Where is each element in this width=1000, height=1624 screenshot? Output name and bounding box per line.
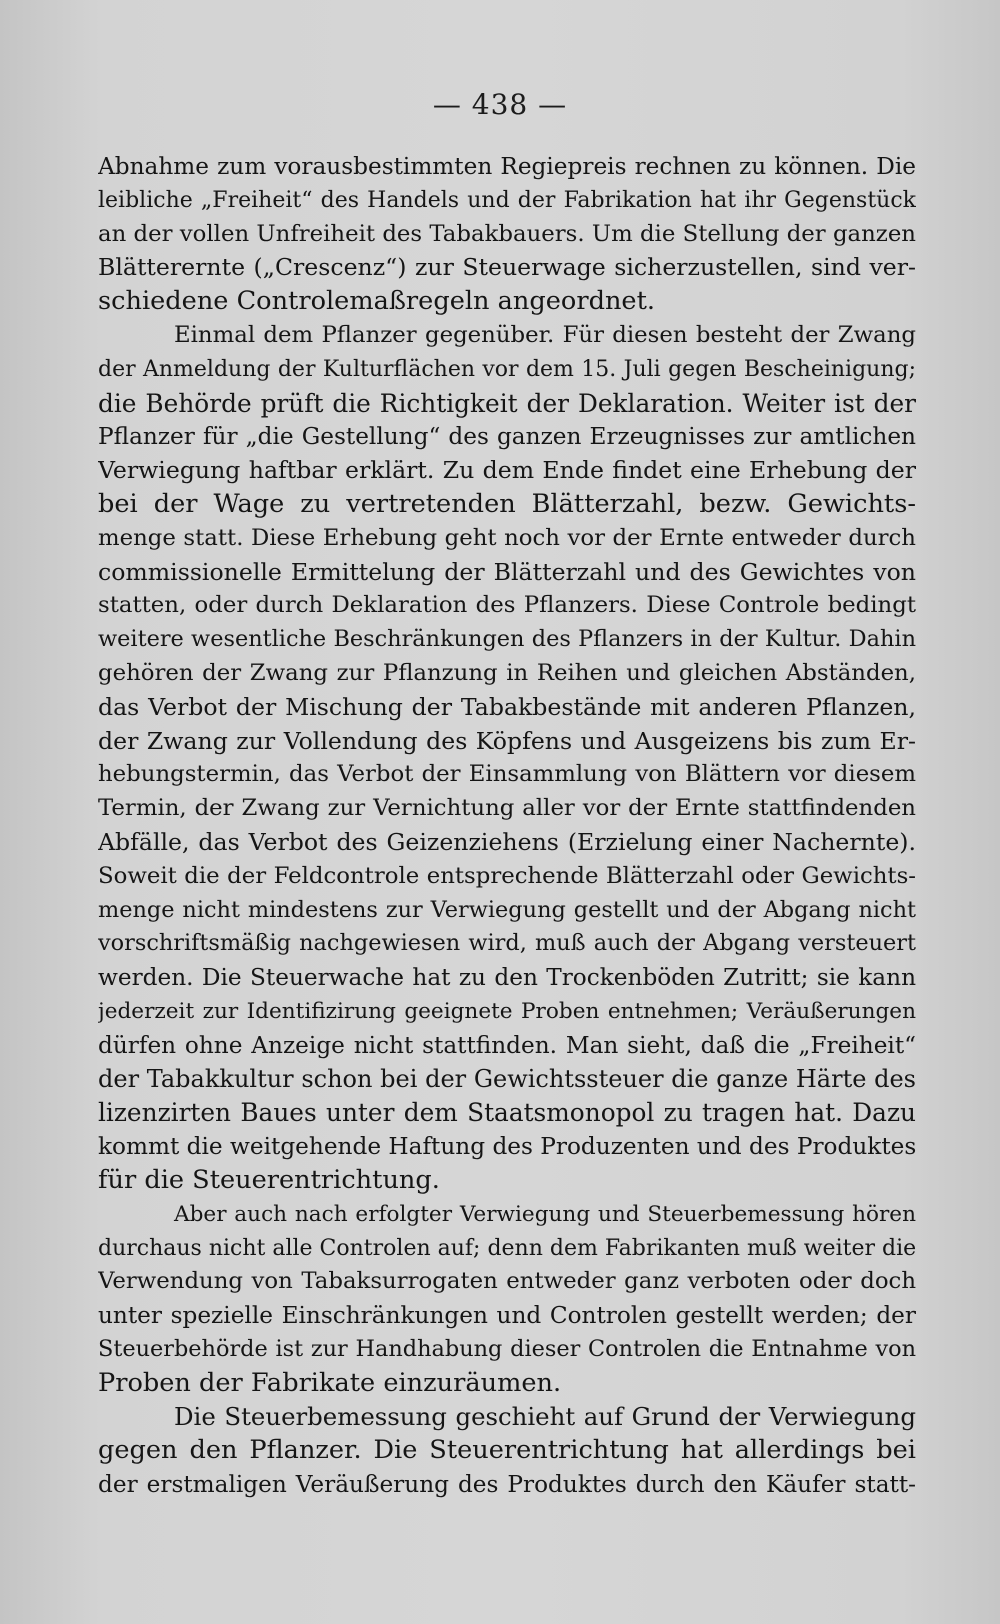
text-line: die Behörde prüft die Richtigkeit der Deklaration. Weiter ist der	[98, 388, 916, 418]
text-line: gehören der Zwang zur Pflanzung in Reihen und gleichen Abständen,	[98, 659, 916, 686]
text-line: Abnahme zum vorausbestimmten Regiepreis rechnen zu können. Die	[98, 153, 916, 180]
text-line: dürfen ohne Anzeige nicht stattfinden. Man sieht, daß die „Freiheit“	[98, 1031, 916, 1059]
text-line: menge nicht mindestens zur Verwiegung gestellt und der Abgang nicht	[98, 896, 916, 923]
text-line: der erstmaligen Veräußerung des Produktes durch den Käufer statt-	[98, 1471, 916, 1499]
text-line: Proben der Fabrikate einzuräumen.	[98, 1367, 562, 1398]
text-line: Einmal dem Pflanzer gegenüber. Für diesen besteht der Zwang	[174, 321, 916, 348]
text-line: der Anmeldung der Kulturflächen vor dem 15. Juli gegen Bescheinigung;	[98, 356, 916, 382]
text-line: Abfälle, das Verbot des Geizenziehens (Erzielung einer Nachernte).	[98, 827, 916, 856]
text-line: werden. Die Steuerwache hat zu den Trockenböden Zutritt; sie kann	[98, 964, 916, 992]
text-line: Pflanzer für „die Gestellung“ des ganzen Erzeugnisses zur amtlichen	[98, 423, 916, 451]
text-line: leibliche „Freiheit“ des Handels und der Fabrikation hat ihr Gegenstück	[98, 187, 916, 213]
text-line: Blätterernte („Crescenz“) zur Steuerwage sicherzustellen, sind ver-	[98, 253, 916, 282]
text-line: an der vollen Unfreiheit des Tabakbauers. Um die Stellung der ganzen	[98, 220, 916, 247]
page-number: — 438 —	[432, 88, 568, 121]
text-line: kommt die weitgehende Haftung des Produzenten und des Produktes	[98, 1133, 916, 1161]
text-line: gegen den Pflanzer. Die Steuerentrichtung hat allerdings bei	[98, 1435, 916, 1466]
text-line: Aber auch nach erfolgter Verwiegung und Steuerbemessung hören	[174, 1201, 916, 1227]
text-line: commissionelle Ermittelung der Blätterzahl und des Gewichtes von	[98, 557, 916, 586]
text-line: unter spezielle Einschränkungen und Controlen gestellt werden; der	[98, 1302, 916, 1330]
text-line: menge statt. Diese Erhebung geht noch vor der Ernte entweder durch	[98, 524, 916, 551]
text-line: jederzeit zur Identifizirung geeignete Proben entnehmen; Veräußerungen	[98, 998, 916, 1024]
text-line: Die Steuerbemessung geschieht auf Grund der Verwiegung	[174, 1402, 916, 1432]
text-line: durchaus nicht alle Controlen auf; denn dem Fabrikanten muß weiter die	[98, 1235, 916, 1261]
text-line: weitere wesentliche Beschränkungen des Pflanzers in der Kultur. Dahin	[98, 626, 916, 653]
text-line: schiedene Controlemaßregeln angeordnet.	[98, 286, 656, 317]
text-line: bei der Wage zu vertretenden Blätterzahl, bezw. Gewichts-	[98, 488, 916, 519]
text-line: lizenzirten Baues unter dem Staatsmonopol zu tragen hat. Dazu	[98, 1098, 916, 1128]
text-line: vorschriftsmäßig nachgewiesen wird, muß auch der Abgang versteuert	[98, 930, 916, 957]
text-line: Verwiegung haftbar erklärt. Zu dem Ende findet eine Erhebung der	[98, 456, 916, 485]
text-line: der Tabakkultur schon bei der Gewichtssteuer die ganze Härte des	[98, 1064, 916, 1093]
text-line: Steuerbehörde ist zur Handhabung dieser Controlen die Entnahme von	[98, 1335, 916, 1362]
text-line: hebungstermin, das Verbot der Einsammlung von Blättern vor diesem	[98, 761, 916, 788]
text-line: Soweit die der Feldcontrole entsprechende Blätterzahl oder Gewichts-	[98, 862, 916, 889]
body-text	[98, 150, 916, 1502]
text-line: Termin, der Zwang zur Vernichtung aller vor der Ernte stattfindenden	[98, 795, 916, 822]
text-line: für die Steuerentrichtung.	[98, 1164, 440, 1195]
text-line: der Zwang zur Vollendung des Köpfens und Ausgeizens bis zum Er-	[98, 726, 916, 755]
text-line: das Verbot der Mischung der Tabakbestände mit anderen Pflanzen,	[98, 692, 916, 721]
text-line: statten, oder durch Deklaration des Pflanzers. Diese Controle bedingt	[98, 592, 916, 619]
text-line: Verwendung von Tabaksurrogaten entweder ganz verboten oder doch	[98, 1268, 916, 1295]
